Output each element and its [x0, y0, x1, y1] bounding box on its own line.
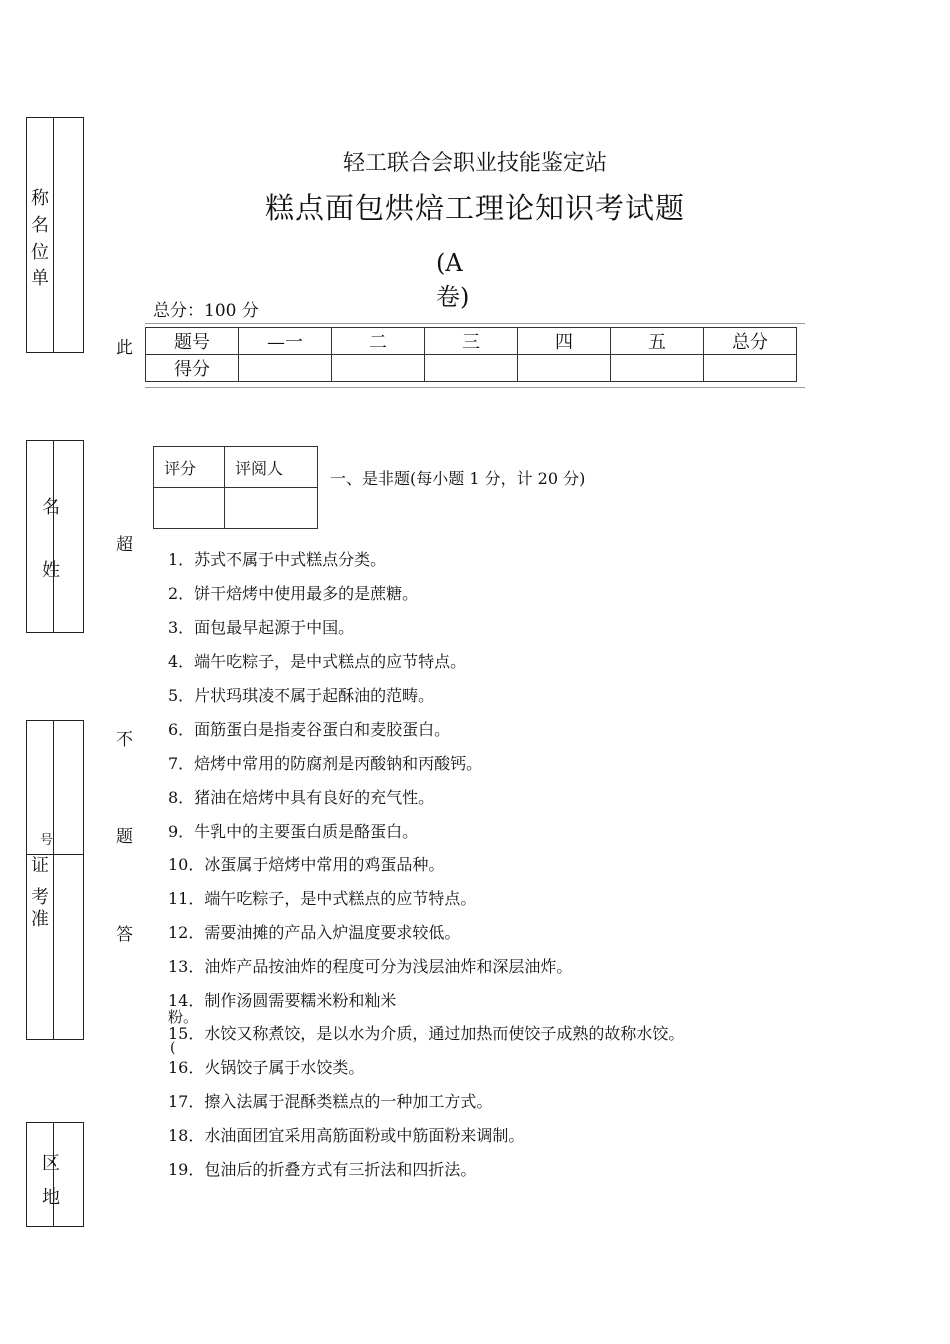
question-item: 6．面筋蛋白是指麦谷蛋白和麦胶蛋白。	[168, 720, 451, 739]
question-item: 13．油炸产品按油炸的程度可分为浅层油炸和深层油炸。	[168, 957, 573, 976]
unit-label-3: 位	[31, 242, 49, 263]
score-table-score-row	[146, 355, 797, 382]
name-label-1: 名	[42, 497, 60, 518]
question-item: 18．水油面团宜采用高筋面粉或中筋面粉来调制。	[168, 1126, 525, 1145]
section-title: 一、是非题(每小题 1 分，计 20 分)	[330, 469, 586, 488]
grader-reviewer-cell[interactable]	[225, 488, 318, 529]
score-cell[interactable]	[704, 355, 797, 382]
question-item: 1．苏式不属于中式糕点分类。	[168, 550, 387, 569]
score-cell[interactable]	[611, 355, 704, 382]
binding-box-name	[26, 440, 84, 633]
exam-id-small-label: 号	[40, 833, 54, 848]
paper-version-line1: (A	[436, 249, 463, 277]
exam-id-label-2: 考	[31, 887, 49, 908]
question-item: 17．擦入法属于混酥类糕点的一种加工方式。	[168, 1092, 493, 1111]
paper-version-line2: 卷)	[436, 283, 470, 311]
grader-score-cell[interactable]	[154, 488, 225, 529]
score-header-cell: 五	[611, 328, 704, 355]
region-label-1: 区	[42, 1153, 60, 1174]
score-table-header-row	[146, 328, 797, 355]
question-14-overflow: 粉。	[168, 1008, 199, 1026]
margin-mark-3: 不	[116, 730, 133, 750]
exam-id-label-3: 准	[31, 909, 49, 930]
score-row-label: 得分	[146, 355, 239, 382]
question-item: 11．端午吃粽子，是中式糕点的应节特点。	[168, 889, 477, 908]
score-table	[145, 327, 797, 382]
grader-score-label: 评分	[154, 447, 225, 488]
score-cell[interactable]	[332, 355, 425, 382]
question-item: 16．火锅饺子属于水饺类。	[168, 1058, 365, 1077]
total-score: 总分：100 分	[153, 301, 259, 321]
score-header-cell: 题号	[146, 328, 239, 355]
exam-title: 糕点面包烘焙工理论知识考试题	[264, 191, 685, 225]
question-item: 4．端午吃粽子，是中式糕点的应节特点。	[168, 652, 467, 671]
question-item: 3．面包最早起源于中国。	[168, 618, 355, 637]
margin-mark-4: 题	[116, 827, 133, 847]
unit-label-1: 称	[31, 188, 49, 209]
margin-mark-1: 此	[116, 338, 133, 358]
question-item: 7．焙烤中常用的防腐剂是丙酸钠和丙酸钙。	[168, 754, 483, 773]
unit-label-2: 名	[31, 215, 49, 236]
question-15-mark: (	[170, 1040, 176, 1056]
score-header-cell: —一	[239, 328, 332, 355]
question-item: 19．包油后的折叠方式有三折法和四折法。	[168, 1160, 477, 1179]
margin-mark-2: 超	[116, 535, 133, 555]
score-header-cell: 总分	[704, 328, 797, 355]
score-cell[interactable]	[518, 355, 611, 382]
score-cell[interactable]	[425, 355, 518, 382]
region-label-2: 地	[42, 1187, 60, 1208]
paper-version	[436, 246, 469, 314]
margin-mark-5: 答	[116, 925, 133, 945]
unit-label-4: 单	[31, 268, 49, 289]
question-item: 12．需要油摊的产品入炉温度要求较低。	[168, 923, 461, 942]
question-item: 2．饼干焙烤中使用最多的是蔗糖。	[168, 584, 419, 603]
question-item: 9．牛乳中的主要蛋白质是酪蛋白。	[168, 822, 419, 841]
question-item: 15．水饺又称煮饺，是以水为介质，通过加热而使饺子成熟的故称水饺。	[168, 1024, 685, 1043]
binding-box-exam-id	[26, 720, 84, 1040]
score-header-cell: 四	[518, 328, 611, 355]
name-label-2: 姓	[42, 560, 60, 581]
question-item: 10．冰蛋属于焙烤中常用的鸡蛋品种。	[168, 855, 445, 874]
score-header-cell: 三	[425, 328, 518, 355]
question-item: 8．猪油在焙烤中具有良好的充气性。	[168, 788, 435, 807]
score-cell[interactable]	[239, 355, 332, 382]
grader-reviewer-label: 评阅人	[225, 447, 318, 488]
grader-table	[153, 446, 318, 529]
score-header-cell: 二	[332, 328, 425, 355]
question-item: 5．片状玛琪凌不属于起酥油的范畴。	[168, 686, 435, 705]
question-item: 14．制作汤圆需要糯米粉和籼米	[168, 991, 397, 1010]
org-name: 轻工联合会职业技能鉴定站	[342, 151, 607, 176]
exam-id-label-1: 证	[31, 855, 49, 876]
